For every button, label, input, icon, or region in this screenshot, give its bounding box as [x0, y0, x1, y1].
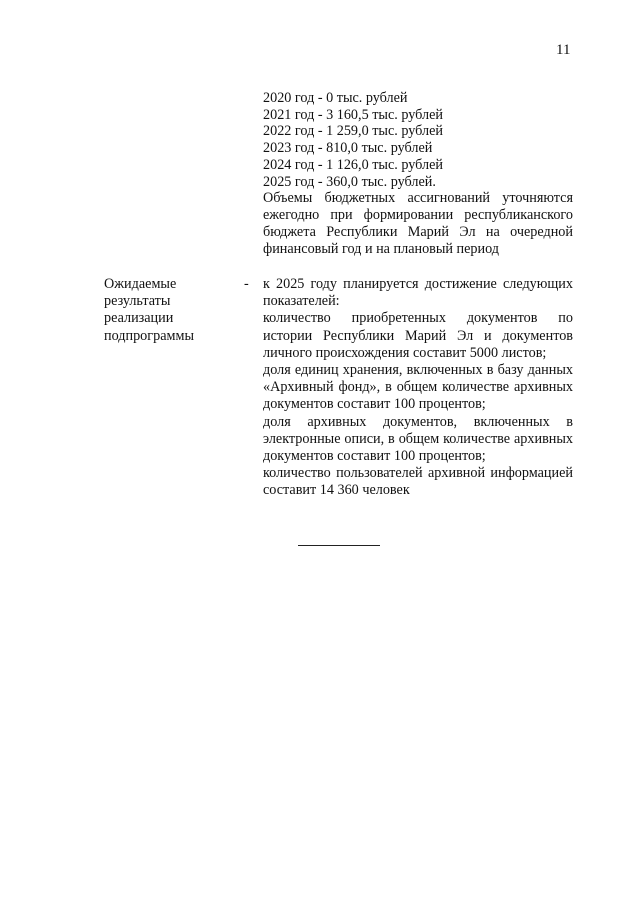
- results-item: доля архивных документов, включенных в электронные описи, в общем количестве архивных документов составит 100 процентов;: [263, 413, 573, 465]
- page-number: 11: [556, 42, 571, 58]
- funding-line: 2025 год - 360,0 тыс. рублей.: [263, 173, 436, 190]
- results-body: [263, 276, 573, 500]
- results-item: количество приобретенных документов по истории Республики Марий Эл и документов личного происхождения составит 5000 листов;: [263, 310, 573, 361]
- results-intro: к 2025 году планируется достижение следующих показателей:: [263, 276, 573, 310]
- funding-block: [263, 90, 573, 258]
- results-label: Ожидаемые результаты реализации подпрограммы: [104, 276, 194, 344]
- results-item: количество пользователей архивной информацией составит 14 360 человек: [263, 465, 573, 499]
- funding-note: Объемы бюджетных ассигнований уточняются ежегодно при формировании республиканского бюджета Республики Марий Эл на очередной финансовый год и на плановый период: [263, 190, 573, 258]
- results-item: доля единиц хранения, включенных в базу данных «Архивный фонд», в общем количестве архивных документов составит 100 процентов;: [263, 362, 573, 413]
- funding-line: 2024 год - 1 126,0 тыс. рублей: [263, 156, 443, 173]
- funding-line: 2023 год - 810,0 тыс. рублей: [263, 140, 433, 157]
- results-dash: -: [244, 276, 249, 292]
- funding-line: 2022 год - 1 259,0 тыс. рублей: [263, 123, 443, 140]
- end-divider: [298, 545, 380, 546]
- funding-line: 2020 год - 0 тыс. рублей: [263, 90, 408, 106]
- funding-line: 2021 год - 3 160,5 тыс. рублей: [263, 106, 443, 123]
